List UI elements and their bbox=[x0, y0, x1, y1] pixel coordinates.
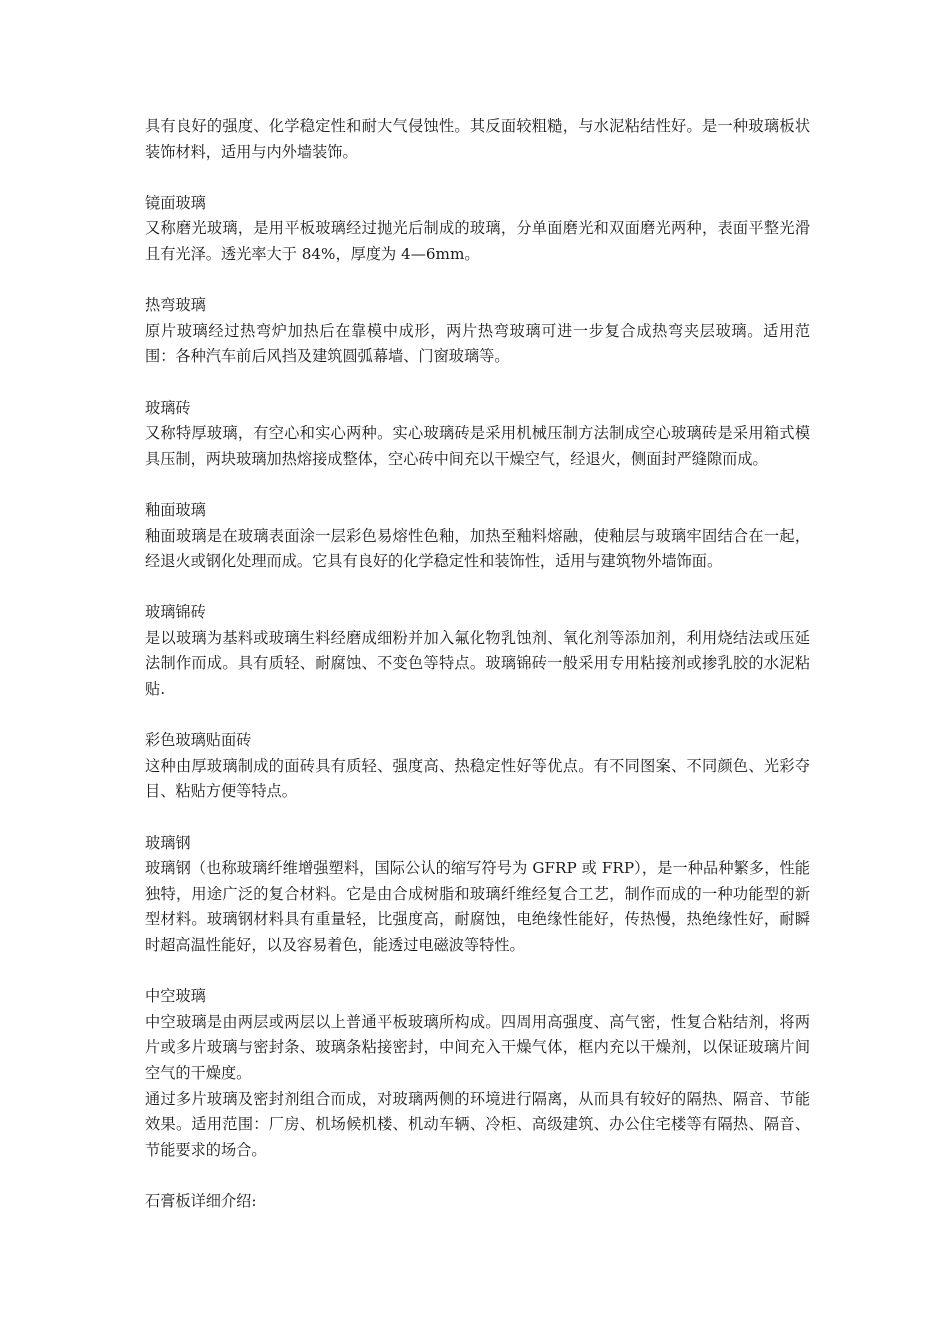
section-bent-glass bbox=[145, 293, 810, 370]
section-paragraph: 原片玻璃经过热弯炉加热后在靠模中成形，两片热弯玻璃可进一步复合成热弯夹层玻璃。适用范围：各种汽车前后风挡及建筑圆弧幕墙、门窗玻璃等。 bbox=[145, 321, 810, 366]
closing-heading: 石膏板详细介绍: bbox=[145, 1191, 257, 1210]
section-heading: 玻璃砖 bbox=[145, 398, 191, 417]
section-paragraph: 是以玻璃为基料或玻璃生料经磨成细粉并加入氟化物乳蚀剂、氧化剂等添加剂，利用烧结法或压延法制作而成。具有质轻、耐腐蚀、不变色等特点。玻璃锦砖一般采用专用粘接剂或掺乳胶的水泥粘贴. bbox=[145, 628, 810, 699]
section-glass-mosaic bbox=[145, 600, 810, 702]
closing-section bbox=[145, 1189, 810, 1215]
section-glazed-glass bbox=[145, 498, 810, 575]
section-glass-brick bbox=[145, 396, 810, 473]
section-heading: 釉面玻璃 bbox=[145, 500, 206, 519]
intro-text: 具有良好的强度、化学稳定性和耐大气侵蚀性。其反面较粗糙，与水泥粘结性好。是一种玻璃板状装饰材料，适用与内外墙装饰。 bbox=[145, 117, 810, 161]
section-paragraph: 釉面玻璃是在玻璃表面涂一层彩色易熔性色釉，加热至釉料熔融，使釉层与玻璃牢固结合在一起，经退火或钢化处理而成。它具有良好的化学稳定性和装饰性，适用与建筑物外墙饰面。 bbox=[145, 526, 810, 571]
section-paragraph: 通过多片玻璃及密封剂组合而成，对玻璃两侧的环境进行隔离，从而具有较好的隔热、隔音、节能效果。适用范围：厂房、机场候机楼、机动车辆、冷柜、高级建筑、办公住宅楼等有隔热、隔音、节能要求的场合。 bbox=[145, 1089, 810, 1159]
section-heading: 镜面玻璃 bbox=[145, 193, 206, 212]
section-paragraph: 又称特厚玻璃，有空心和实心两种。实心玻璃砖是采用机械压制方法制成空心玻璃砖是采用箱式模具压制，两块玻璃加热熔接成整体，空心砖中间充以干燥空气，经退火，侧面封严缝隙而成。 bbox=[145, 424, 810, 468]
section-heading: 玻璃锦砖 bbox=[145, 603, 206, 622]
section-heading: 玻璃钢 bbox=[145, 833, 191, 852]
section-paragraph: 又称磨光玻璃，是用平板玻璃经过抛光后制成的玻璃，分单面磨光和双面磨光两种，表面平整光滑且有光泽。透光率大于 84%，厚度为 4—6mm。 bbox=[145, 219, 810, 263]
section-heading: 中空玻璃 bbox=[145, 987, 206, 1006]
section-heading: 彩色玻璃贴面砖 bbox=[145, 731, 252, 750]
intro-paragraph bbox=[145, 114, 810, 165]
document-page bbox=[145, 114, 810, 1240]
section-paragraph: 玻璃钢（也称玻璃纤维增强塑料，国际公认的缩写符号为 GFRP 或 FRP），是一种品种繁多，性能独特，用途广泛的复合材料。它是由合成树脂和玻璃纤维经复合工艺，制作而成的一种功能型的新型材料。玻璃钢材料具有重量轻，比强度高，耐腐蚀，电绝缘性能好，传热慢，热绝缘性好，耐瞬时超高温性能好，以及容易着色，能透过电磁波等特性。 bbox=[145, 859, 810, 954]
section-paragraph: 这种由厚玻璃制成的面砖具有质轻、强度高、热稳定性好等优点。有不同图案、不同颜色、光彩夺目、粘贴方便等特点。 bbox=[145, 756, 810, 801]
section-fiberglass bbox=[145, 831, 810, 959]
section-insulated-glass bbox=[145, 984, 810, 1163]
section-heading: 热弯玻璃 bbox=[145, 296, 206, 315]
section-color-glass-tile bbox=[145, 728, 810, 805]
section-mirror-glass bbox=[145, 191, 810, 268]
section-paragraph: 中空玻璃是由两层或两层以上普通平板玻璃所构成。四周用高强度、高气密，性复合粘结剂，将两片或多片玻璃与密封条、玻璃条粘接密封，中间充入干燥气体，框内充以干燥剂，以保证玻璃片间空气的干燥度。 bbox=[145, 1012, 810, 1082]
